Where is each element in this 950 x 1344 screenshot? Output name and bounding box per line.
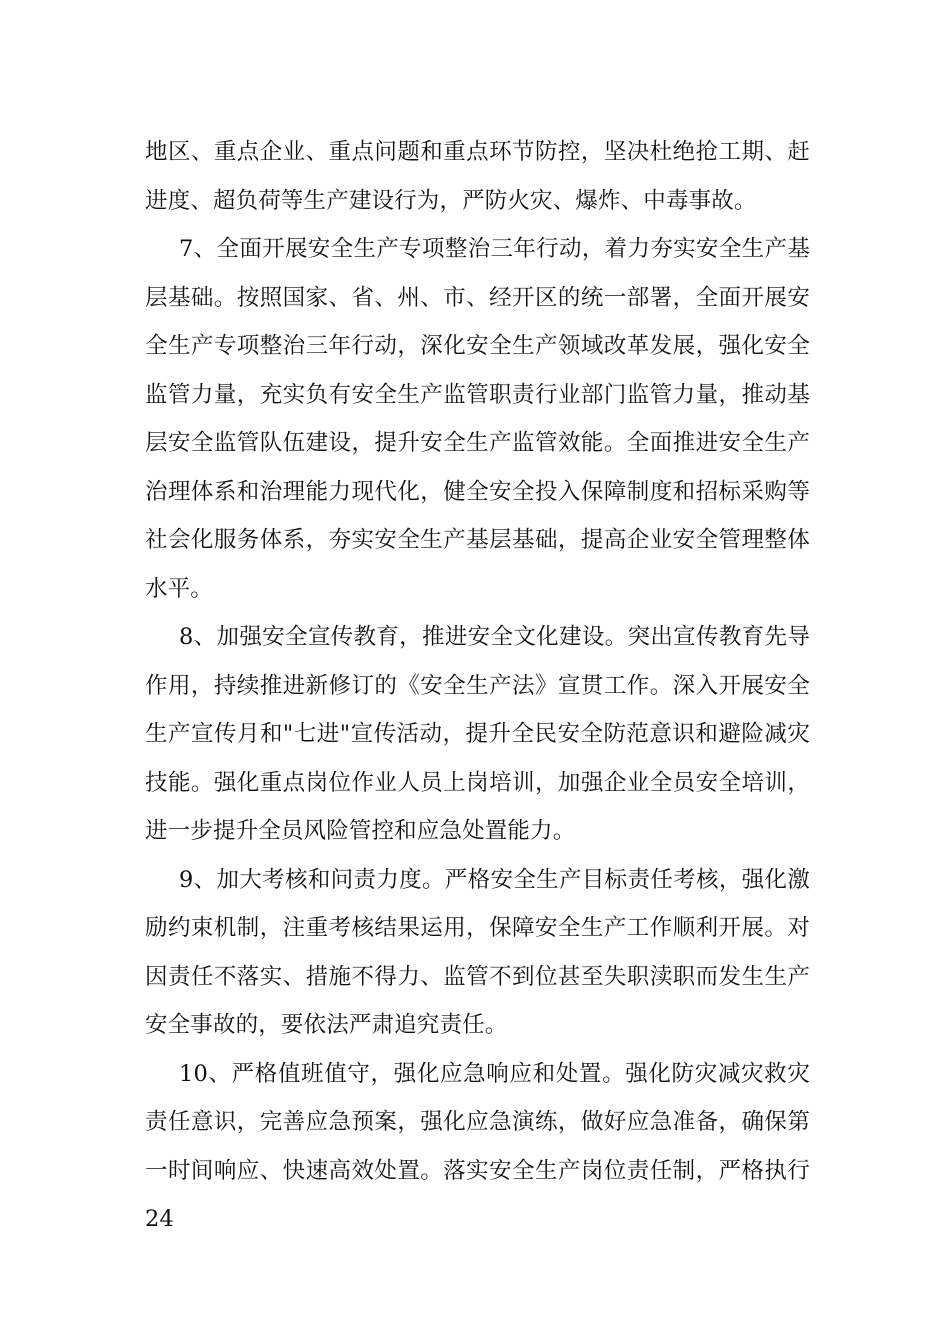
paragraph-continuation: 地区、重点企业、重点问题和重点环节防控，坚决杜绝抢工期、赶进度、超负荷等生产建设行为，严防火灾、爆炸、中毒事故。 xyxy=(145,139,810,214)
paragraph-item-7: 7、全面开展安全生产专项整治三年行动，着力夯实安全生产基层基础。按照国家、省、州、市、经开区的统一部署，全面开展安全生产专项整治三年行动，深化安全生产领域改革发展，强化安全监管力量，充实负有安全生产监管职责行业部门监管力量，推动基层安全监管队伍建设，提升安全生产监管效能。全面推进安全生产治理体系和治理能力现代化，健全安全投入保障制度和招标采购等社会化服务体系，夯实安全生产基层基础，提高企业安全管理整体水平。 xyxy=(145,236,810,602)
paragraph-item-9: 9、加大考核和问责力度。严格安全生产目标责任考核，强化激励约束机制，注重考核结果运用，保障安全生产工作顺利开展。对因责任不落实、措施不得力、监管不到位甚至失职渎职而发生生产安全事故的，要依法严肃追究责任。 xyxy=(145,866,810,1038)
document-body xyxy=(145,128,810,1244)
paragraph-item-10: 10、严格值班值守，强化应急响应和处置。强化防灾减灾救灾责任意识，完善应急预案，强化应急演练，做好应急准备，确保第一时间响应、快速高效处置。落实安全生产岗位责任制，严格执行 24 xyxy=(145,1060,810,1232)
paragraph-item-8: 8、加强安全宣传教育，推进安全文化建设。突出宣传教育先导作用，持续推进新修订的《安全生产法》宣贯工作。深入开展安全生产宣传月和"七进"宣传活动，提升全民安全防范意识和避险减灾技能。强化重点岗位作业人员上岗培训，加强企业全员安全培训，进一步提升全员风险管控和应急处置能力。 xyxy=(145,624,810,844)
